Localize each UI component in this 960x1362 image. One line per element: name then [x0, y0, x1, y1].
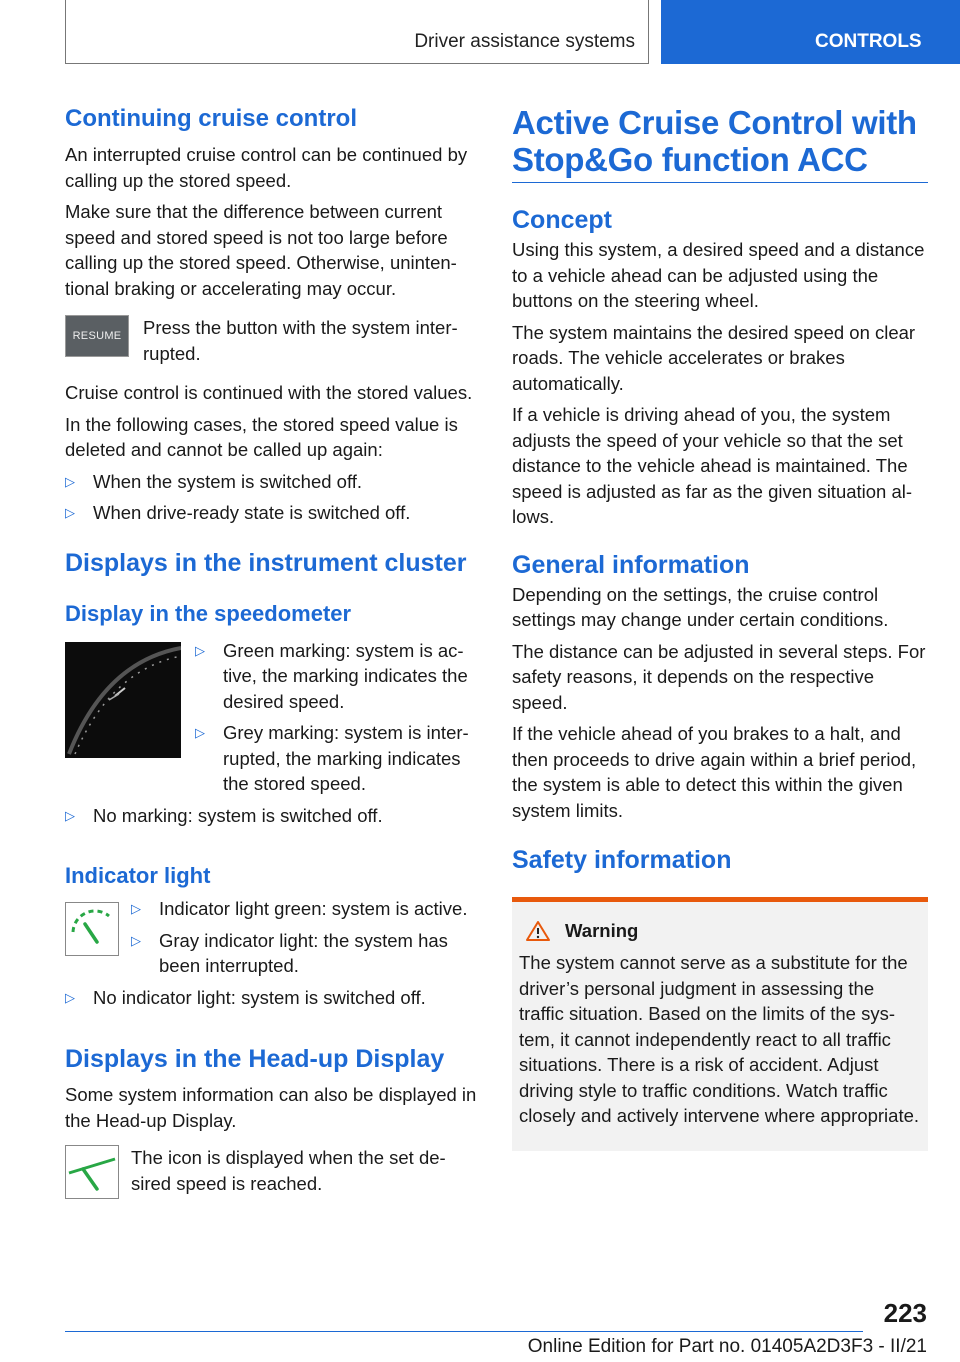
list-item: ▷ Gray indicator light: the system has been interrupted. [131, 928, 477, 979]
list-item: ▷ No marking: system is switched off. [65, 803, 477, 829]
paragraph: If a vehicle is driving ahead of you, the system adjusts the speed of your vehicle so that the set distance to the vehicle ahead is maintained. The speed is adjusted as far as the given situation allows. [512, 404, 913, 527]
heading-displays-cluster: Displays in the instrument cluster [65, 548, 467, 577]
list-item: ▷ Indicator light green: system is active. [131, 896, 477, 922]
triangle-bullet-icon: ▷ [65, 989, 75, 1005]
speedometer-row [65, 638, 477, 797]
warning-text: The system cannot serve as a substitute for the driver’s personal judgment in assessing the traffic situation. Based on the limits of the system, it cannot independently react to all traffic situations. There is a risk of accident. Adjust driving style to traffic conditions. Watch traffic closely and actively intervene where appropriate. [519, 952, 920, 1126]
list-item: ▷ No indicator light: system is switched off. [65, 985, 477, 1011]
paragraph: In the following cases, the stored speed value is deleted and cannot be called up again: [65, 413, 458, 460]
paragraph: Depending on the settings, the cruise control settings may change under certain conditions. [512, 583, 889, 630]
paragraph: If the vehicle ahead of you brakes to a halt, and then proceeds to drive again within a brief period, the system is able to detect this within the given system limits. [512, 723, 917, 821]
heading-rule [512, 182, 928, 183]
footer-rule [65, 1331, 863, 1332]
footer-edition: Online Edition for Part no. 01405A2D3F3 - II/21 [527, 1336, 927, 1357]
triangle-bullet-icon: ▷ [131, 901, 141, 916]
resume-button-icon [65, 315, 129, 357]
chapter-tab [661, 0, 960, 64]
triangle-bullet-icon: ▷ [195, 725, 205, 740]
heading-concept: Concept [512, 206, 612, 234]
indicator-bullets [131, 896, 477, 979]
speedometer-image [65, 642, 181, 758]
warning-title: Warning [565, 920, 639, 941]
speedometer-bullets [195, 638, 477, 797]
list-item: ▷ When the system is switched off. [65, 469, 477, 495]
list-item: ▷ Grey marking: system is interrupted, the marking indicates the stored speed. [195, 720, 477, 797]
indicator-light-icon [65, 902, 119, 956]
triangle-bullet-icon: ▷ [65, 505, 75, 520]
hud-icon-text: The icon is displayed when the set desired speed is reached. [131, 1147, 446, 1194]
resume-row [65, 315, 477, 366]
heading-speedometer: Display in the speedometer [65, 600, 352, 626]
section-title: Driver assistance systems [414, 31, 635, 52]
heading-safety: Safety information [512, 846, 732, 874]
chapter-label: CONTROLS [815, 31, 922, 52]
heading-acc: Active Cruise Control with Stop&Go function ACC [512, 104, 917, 178]
paragraph: The distance can be adjusted in several steps. For safety reasons, it depends on the respective speed. [512, 640, 926, 713]
heading-general: General information [512, 550, 750, 579]
warning-header [525, 920, 922, 942]
page-number: 223 [883, 1298, 927, 1328]
resume-text: Press the button with the system interrupted. [143, 317, 458, 364]
warning-triangle-icon [525, 920, 551, 942]
hud-speed-icon [65, 1145, 119, 1199]
paragraph: Some system information can also be displayed in the Head-up Display. [65, 1084, 477, 1131]
paragraph: Cruise control is continued with the stored values. [65, 382, 473, 403]
paragraph: Make sure that the difference between current speed and stored speed is not too large before calling up the stored speed. Otherwise, unintentional braking or accelerating may occur. [65, 201, 457, 299]
heading-indicator-light: Indicator light [65, 863, 211, 888]
list-item: ▷ When drive-ready state is switched off. [65, 500, 477, 526]
warning-box [512, 897, 928, 1151]
paragraph: The system maintains the desired speed on clear roads. The vehicle accelerates or brakes automatically. [512, 321, 916, 394]
hud-row [65, 1145, 477, 1199]
triangle-bullet-icon: ▷ [65, 473, 75, 489]
triangle-bullet-icon: ▷ [65, 807, 75, 823]
paragraph: An interrupted cruise control can be continued by calling up the stored speed. [65, 144, 468, 191]
paragraph: Using this system, a desired speed and a distance to a vehicle ahead can be adjusted using the buttons on the steering wheel. [512, 239, 925, 311]
heading-hud: Displays in the Head-up Display [65, 1045, 445, 1073]
heading-continuing: Continuing cruise control [65, 105, 357, 132]
triangle-bullet-icon: ▷ [195, 642, 205, 658]
right-column [512, 104, 928, 1151]
resume-icon-label: RESUME [72, 330, 122, 342]
left-column [65, 104, 477, 1199]
indicator-row [65, 896, 477, 979]
triangle-bullet-icon: ▷ [131, 932, 141, 948]
bullet-list [65, 469, 477, 526]
list-item: ▷ Green marking: system is active, the marking indicates the desired speed. [195, 638, 477, 715]
